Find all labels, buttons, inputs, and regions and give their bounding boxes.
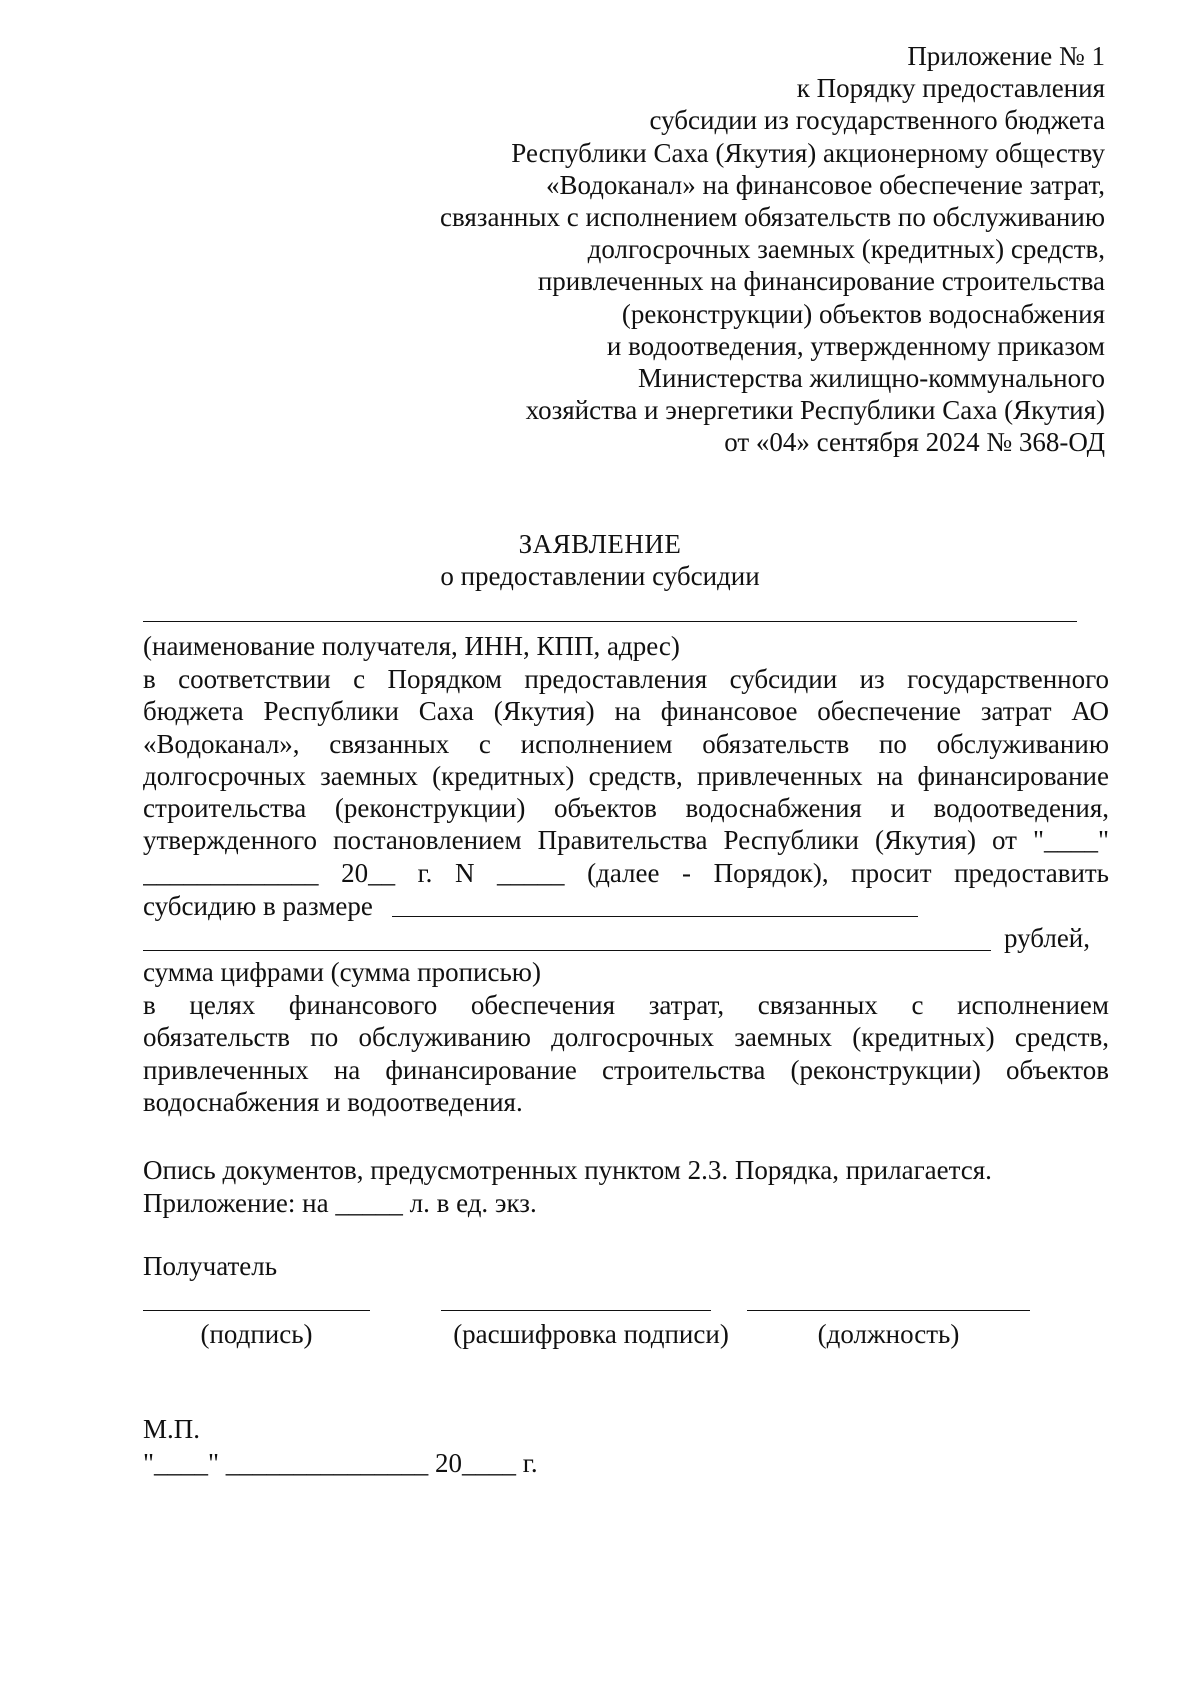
paragraph-purpose — [143, 989, 1109, 1118]
paragraph-line: водоснабжения и водоотведения. — [143, 1086, 523, 1117]
header-line: Министерства жилищно-коммунального — [637, 363, 1105, 394]
paragraph-line: привлеченных на финансирование строительства (реконструкции) объектов — [143, 1054, 1109, 1085]
caption-signature: (подпись) — [200, 1319, 313, 1349]
inventory-note: Опись документов, предусмотренных пунктом 2.3. Порядка, прилагается. — [143, 1155, 992, 1185]
recipient-name-field-line[interactable] — [143, 621, 1077, 622]
subsidy-amount-words-field-line[interactable] — [143, 950, 991, 951]
paragraph-line: _____________ 20__ г. N _____ (далее - Порядок), просит предоставить — [143, 857, 1109, 888]
rubles-label: рублей, — [1004, 923, 1091, 953]
header-line: связанных с исполнением обязательств по обслуживанию — [440, 202, 1105, 233]
paragraph-line: «Водоканал», связанных с исполнением обязательств по обслуживанию — [143, 728, 1109, 759]
header-line: долгосрочных заемных (кредитных) средств, — [587, 234, 1105, 265]
attachment-note: Приложение: на _____ л. в ед. экз. — [143, 1188, 537, 1218]
paragraph-line: утвержденного постановлением Правительства Республики (Якутия) от "____" — [143, 825, 1109, 856]
paragraph-line: бюджета Республики Саха (Якутия) на финансовое обеспечение затрат АО — [143, 696, 1109, 727]
paragraph-line: в целях финансового обеспечения затрат, связанных с исполнением — [143, 990, 1109, 1020]
paragraph-line: долгосрочных заемных (кредитных) средств, привлеченных на финансирование — [143, 760, 1109, 791]
signature-decryption-field-line[interactable] — [441, 1310, 711, 1311]
document-title — [0, 528, 1200, 592]
header-line: и водоотведения, утвержденному приказом — [606, 330, 1105, 361]
paragraph-main — [143, 663, 1109, 889]
header-line: субсидии из государственного бюджета — [649, 105, 1105, 136]
stamp-label: М.П. — [143, 1414, 201, 1444]
caption-decryption: (расшифровка подписи) — [453, 1319, 729, 1349]
header-line: к Порядку предоставления — [796, 73, 1105, 104]
header-line: Приложение № 1 — [907, 41, 1105, 71]
position-field-line[interactable] — [747, 1310, 1030, 1311]
subsidy-amount-field-line[interactable] — [392, 916, 918, 917]
title-main: ЗАЯВЛЕНИЕ — [518, 529, 682, 559]
header-line: привлеченных на финансирование строительства — [537, 266, 1105, 297]
recipient-caption: (наименование получателя, ИНН, КПП, адрес) — [143, 631, 680, 661]
caption-position: (должность) — [817, 1319, 960, 1349]
date-field[interactable]: "____" _______________ 20____ г. — [143, 1448, 538, 1478]
header-line: (реконструкции) объектов водоснабжения — [621, 298, 1105, 329]
paragraph-line: обязательств по обслуживанию долгосрочных заемных (кредитных) средств, — [143, 1022, 1109, 1053]
subsidy-label: субсидию в размере — [143, 891, 373, 921]
title-subtitle: о предоставлении субсидии — [440, 561, 760, 591]
signature-field-line[interactable] — [143, 1310, 370, 1311]
header-line: от «04» сентября 2024 № 368-ОД — [724, 427, 1105, 458]
recipient-label: Получатель — [143, 1251, 278, 1281]
header-line: «Водоканал» на финансовое обеспечение затрат, — [545, 169, 1105, 200]
header-line: Республики Саха (Якутия) акционерному обществу — [511, 137, 1105, 168]
paragraph-line: в соответствии с Порядком предоставления субсидии из государственного — [143, 664, 1109, 694]
appendix-header — [305, 40, 1105, 459]
header-line: хозяйства и энергетики Республики Саха (Якутия) — [525, 395, 1105, 426]
sum-caption: сумма цифрами (сумма прописью) — [143, 957, 541, 987]
paragraph-line: строительства (реконструкции) объектов водоснабжения и водоотведения, — [143, 793, 1109, 824]
